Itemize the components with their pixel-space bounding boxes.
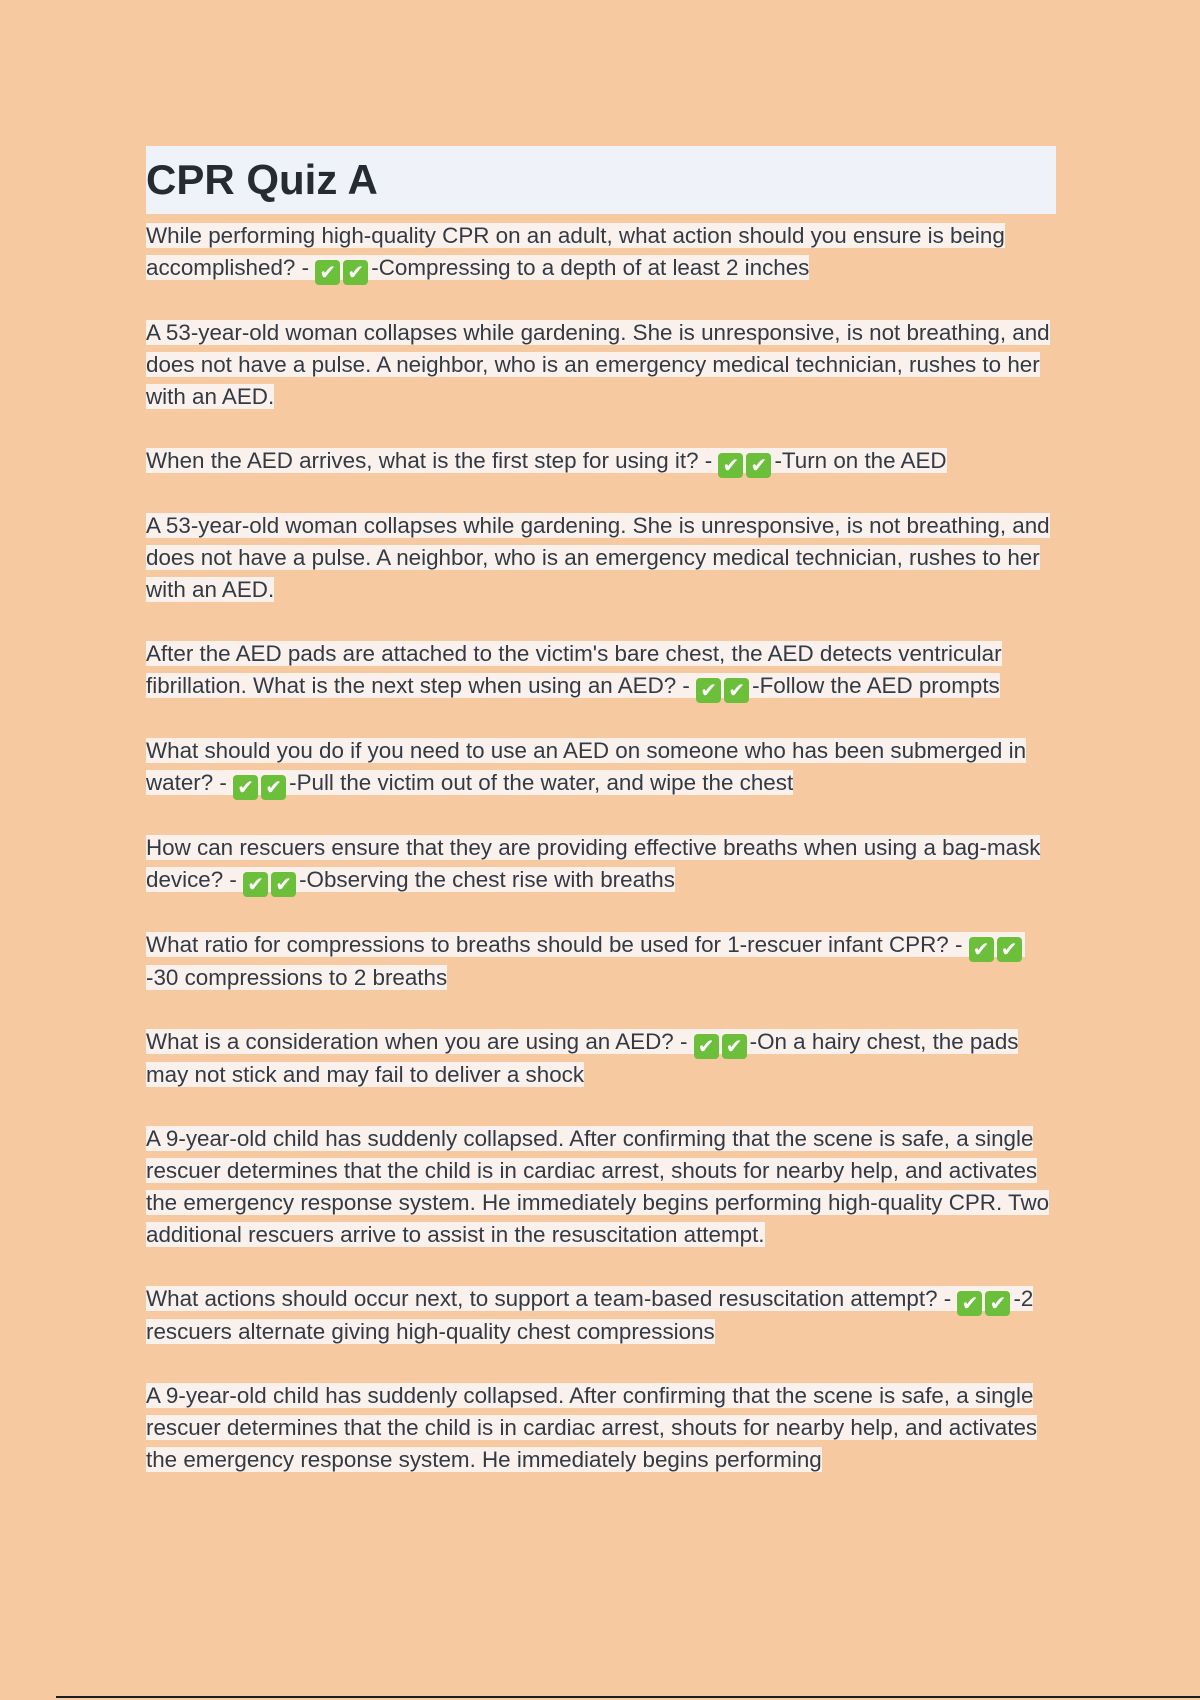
page-title: CPR Quiz A [146, 156, 378, 203]
check-mark-icon: ✔ [957, 1291, 982, 1316]
answer-text: -On a hairy chest, the pads may not stick and may fail to deliver a shock [146, 1029, 1019, 1087]
quiz-question-answer [146, 220, 1056, 285]
paragraph-text: A 9-year-old child has suddenly collapsed. After confirming that the scene is safe, a single rescuer determines that the child is in cardiac arrest, shouts for nearby help, and activates the emergency response system. He immediately begins performing [146, 1383, 1038, 1472]
page-bottom-divider [56, 1696, 1200, 1698]
scenario-paragraph [146, 1380, 1056, 1476]
check-mark-icon: ✔ [985, 1291, 1010, 1316]
check-mark-icon: ✔ [694, 1034, 719, 1059]
check-mark-icon: ✔ [969, 937, 994, 962]
quiz-question-answer [146, 1026, 1056, 1091]
paragraph-text: A 53-year-old woman collapses while gardening. She is unresponsive, is not breathing, and does not have a pulse. A neighbor, who is an emergency medical technician, rushes to her with an AED. [146, 513, 1050, 602]
document-body [146, 220, 1056, 1476]
quiz-question-answer [146, 638, 1056, 703]
check-mark-icon: ✔ [261, 775, 286, 800]
quiz-question-answer [146, 735, 1056, 800]
paragraph-text: A 53-year-old woman collapses while gardening. She is unresponsive, is not breathing, and does not have a pulse. A neighbor, who is an emergency medical technician, rushes to her with an AED. [146, 320, 1050, 409]
answer-text: -30 compressions to 2 breaths [146, 965, 448, 990]
check-mark-icon: ✔ [722, 1034, 747, 1059]
question-text: While performing high-quality CPR on an adult, what action should you ensure is being accomplished? - [146, 223, 1005, 280]
quiz-question-answer [146, 929, 1056, 994]
question-text: What ratio for compressions to breaths should be used for 1-rescuer infant CPR? - [146, 932, 969, 957]
scenario-paragraph [146, 1123, 1056, 1251]
quiz-question-answer [146, 445, 1056, 478]
answer-text: -Compressing to a depth of at least 2 inches [371, 255, 810, 280]
answer-text: -Pull the victim out of the water, and wipe the chest [289, 770, 794, 795]
quiz-question-answer [146, 1283, 1056, 1348]
paragraph-text: A 9-year-old child has suddenly collapsed. After confirming that the scene is safe, a single rescuer determines that the child is in cardiac arrest, shouts for nearby help, and activates the emergency response system. He immediately begins performing high-quality CPR. Two additional rescuers arrive to assist in the resuscitation attempt. [146, 1126, 1050, 1247]
title-bar [146, 146, 1056, 214]
check-mark-icon: ✔ [243, 872, 268, 897]
answer-text: -Turn on the AED [774, 448, 947, 473]
answer-text: -Observing the chest rise with breaths [299, 867, 675, 892]
question-text: When the AED arrives, what is the first step for using it? - [146, 448, 719, 473]
question-text: After the AED pads are attached to the victim's bare chest, the AED detects ventricular fibrillation. What is the next step when using an AED? - [146, 641, 1002, 698]
answer-text: -2 rescuers alternate giving high-quality chest compressions [146, 1286, 1034, 1344]
question-text: What should you do if you need to use an AED on someone who has been submerged in water? - [146, 738, 1027, 795]
question-text: What is a consideration when you are using an AED? - [146, 1029, 694, 1054]
scenario-paragraph [146, 317, 1056, 413]
check-mark-icon: ✔ [233, 775, 258, 800]
question-text: How can rescuers ensure that they are providing effective breaths when using a bag-mask device? - [146, 835, 1041, 892]
check-mark-icon: ✔ [343, 260, 368, 285]
answer-text: -Follow the AED prompts [752, 673, 1000, 698]
check-mark-icon: ✔ [746, 453, 771, 478]
document-page [146, 146, 1056, 1508]
check-mark-icon: ✔ [718, 453, 743, 478]
quiz-question-answer [146, 832, 1056, 897]
scenario-paragraph [146, 510, 1056, 606]
question-text: What actions should occur next, to support a team-based resuscitation attempt? - [146, 1286, 958, 1311]
check-mark-icon: ✔ [997, 937, 1022, 962]
check-mark-icon: ✔ [315, 260, 340, 285]
check-mark-icon: ✔ [724, 678, 749, 703]
check-mark-icon: ✔ [271, 872, 296, 897]
check-mark-icon: ✔ [696, 678, 721, 703]
